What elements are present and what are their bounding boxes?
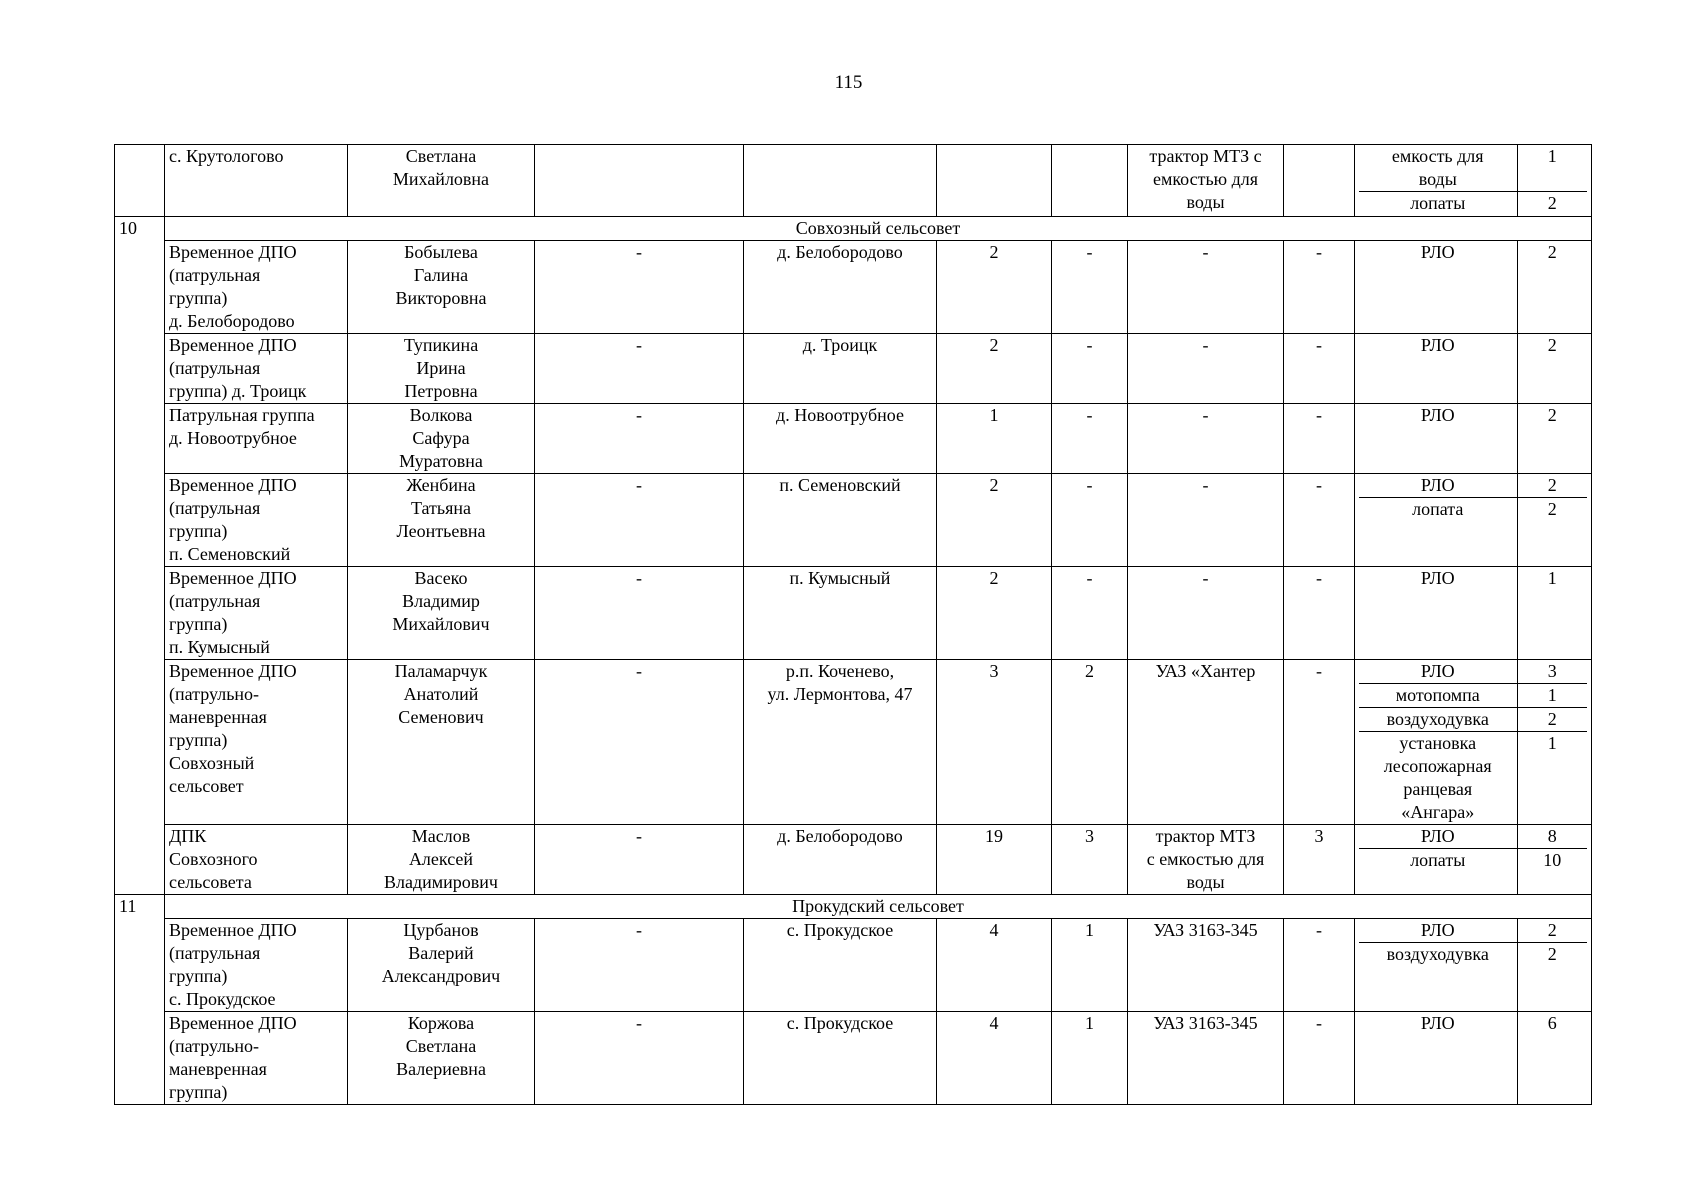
- equipment-qty: 2: [1517, 474, 1587, 498]
- head-line: Александрович: [381, 966, 501, 986]
- equipment-line: «Ангара»: [1401, 802, 1475, 822]
- equipment-name: [1359, 919, 1517, 943]
- equipment-name: [1359, 849, 1517, 895]
- equipment-item: [1359, 1012, 1587, 1104]
- head-cell: [348, 145, 535, 217]
- head-line: Татьяна: [410, 498, 472, 518]
- name-cell: [165, 241, 348, 334]
- equipment-line: ранцевая: [1403, 779, 1473, 799]
- vehicle-line: УАЗ «Хантер: [1155, 661, 1256, 681]
- name-cell: [165, 334, 348, 404]
- head-cell: [348, 334, 535, 404]
- vehicle-cell: [1128, 660, 1284, 825]
- row-number-cell: [115, 145, 165, 217]
- name-line: Совхозный: [169, 753, 255, 773]
- equipment-line: РЛО: [1420, 568, 1455, 588]
- name-line: группа): [169, 1082, 228, 1102]
- equipment-item: [1359, 660, 1587, 684]
- equipment-list: [1359, 474, 1587, 566]
- location-line: с. Прокудское: [786, 1013, 894, 1033]
- head-line: Алексей: [408, 849, 474, 869]
- equipment-item: [1359, 825, 1587, 849]
- head-line: Коржова: [407, 1013, 475, 1033]
- people-cell: 4: [937, 919, 1052, 1012]
- vehicle-cell: [1128, 145, 1284, 217]
- equipment-qty: 2: [1517, 404, 1587, 473]
- equipment-qty: 1: [1517, 732, 1587, 825]
- table-row: [115, 334, 1592, 404]
- people-cell: 2: [937, 474, 1052, 567]
- equipment-qty: 6: [1517, 1012, 1587, 1104]
- name-line: Патрульная группа: [169, 405, 315, 425]
- equipment-line: воздуходувка: [1386, 709, 1489, 729]
- equipment-qty: 3: [1517, 660, 1587, 684]
- equipment-line: РЛО: [1420, 335, 1455, 355]
- name-line: Временное ДПО: [169, 568, 297, 588]
- section-header-row: [115, 217, 1592, 241]
- name-line: Временное ДПО: [169, 242, 297, 262]
- head-line: Михайловна: [392, 169, 490, 189]
- equipment-list: [1359, 145, 1587, 216]
- equipment-cell: [1355, 567, 1592, 660]
- col3-cell: -: [535, 825, 744, 895]
- name-line: (патрульная: [169, 498, 261, 518]
- head-line: Цурбанов: [403, 920, 479, 940]
- equipment-cell: [1355, 145, 1592, 217]
- equipment-line: РЛО: [1420, 475, 1455, 495]
- head-cell: [348, 1012, 535, 1105]
- head-cell: [348, 241, 535, 334]
- vehicle-cell: [1128, 919, 1284, 1012]
- equipment-qty: 8: [1517, 825, 1587, 849]
- head-line: Михайлович: [392, 614, 490, 634]
- head-line: Семенович: [398, 707, 484, 727]
- equipment-cell: [1355, 474, 1592, 567]
- head-line: Васеко: [414, 568, 468, 588]
- head-line: Волкова: [409, 405, 473, 425]
- equipment-item: [1359, 404, 1587, 473]
- equipment-list: [1359, 919, 1587, 1011]
- name-line: маневренная: [169, 707, 267, 727]
- location-cell: [744, 241, 937, 334]
- equipment-qty: 2: [1517, 241, 1587, 333]
- vehicle-line: трактор МТЗ с: [1149, 146, 1262, 166]
- name-line: группа): [169, 288, 228, 308]
- head-line: Муратовна: [399, 451, 483, 471]
- name-line: ДПК: [169, 826, 207, 846]
- location-cell: [744, 825, 937, 895]
- equipment-list: [1359, 567, 1587, 659]
- head-line: Викторовна: [395, 288, 487, 308]
- vehicle-line: -: [1202, 475, 1209, 495]
- vehicle-line: воды: [1186, 192, 1225, 212]
- name-line: п. Кумысный: [169, 637, 270, 657]
- head-line: Светлана: [405, 146, 477, 166]
- head-line: Анатолий: [403, 684, 479, 704]
- name-line: д. Новоотрубное: [169, 428, 297, 448]
- name-line: п. Семеновский: [169, 544, 291, 564]
- vehicle-cell: [1128, 404, 1284, 474]
- location-cell: [744, 474, 937, 567]
- equipment-cell: [1355, 334, 1592, 404]
- equipment-name: [1359, 404, 1517, 473]
- name-line: Временное ДПО: [169, 920, 297, 940]
- vehicle-line: -: [1202, 405, 1209, 425]
- location-line: д. Новоотрубное: [776, 405, 904, 425]
- equipment-qty: 2: [1517, 498, 1587, 567]
- equipment-name: [1359, 192, 1517, 217]
- head-line: Петровна: [404, 381, 478, 401]
- head-line: Сафура: [412, 428, 470, 448]
- equipment-line: емкость для: [1391, 146, 1484, 166]
- units-cell: -: [1052, 334, 1128, 404]
- head-cell: [348, 919, 535, 1012]
- col3-cell: -: [535, 474, 744, 567]
- units-cell: -: [1052, 567, 1128, 660]
- table-row: [115, 241, 1592, 334]
- vehicle-cell: [1128, 334, 1284, 404]
- equipment-name: [1359, 1012, 1517, 1104]
- equipment-line: РЛО: [1420, 405, 1455, 425]
- name-cell: [165, 474, 348, 567]
- people-cell: 4: [937, 1012, 1052, 1105]
- vehicle-line: с емкостью для: [1146, 849, 1265, 869]
- head-line: Светлана: [405, 1036, 477, 1056]
- equipment-name: [1359, 732, 1517, 825]
- equipment-list: [1359, 404, 1587, 473]
- col3-cell: -: [535, 1012, 744, 1105]
- head-line: Тупикина: [403, 335, 479, 355]
- equipment-list: [1359, 334, 1587, 403]
- equipment-item: [1359, 498, 1587, 567]
- units-cell: 1: [1052, 919, 1128, 1012]
- name-cell: [165, 660, 348, 825]
- name-line: Временное ДПО: [169, 661, 297, 681]
- equipment-name: [1359, 825, 1517, 849]
- name-cell: с. Крутологово: [165, 145, 348, 217]
- head-line: Бобылева: [404, 242, 478, 262]
- equipment-qty: 1: [1517, 684, 1587, 708]
- name-line: (патрульно-: [169, 684, 260, 704]
- name-cell: [165, 404, 348, 474]
- equipment-item: [1359, 849, 1587, 895]
- equipment-name: [1359, 684, 1517, 708]
- vehicle-cell: [1128, 825, 1284, 895]
- name-line: (патрульно-: [169, 1036, 260, 1056]
- equipment-item: [1359, 334, 1587, 403]
- units-cell: 1: [1052, 1012, 1128, 1105]
- vehicle-line: -: [1202, 335, 1209, 355]
- col8-cell: [1284, 145, 1355, 217]
- units-cell: -: [1052, 474, 1128, 567]
- people-cell: [937, 145, 1052, 217]
- name-cell: [165, 1012, 348, 1105]
- forces-table: [114, 144, 1592, 1105]
- col8-cell: -: [1284, 919, 1355, 1012]
- location-line: ул. Лермонтова, 47: [767, 684, 913, 704]
- equipment-line: РЛО: [1420, 1013, 1455, 1033]
- equipment-cell: [1355, 660, 1592, 825]
- equipment-line: установка: [1399, 733, 1477, 753]
- head-cell: [348, 404, 535, 474]
- equipment-item: [1359, 192, 1587, 217]
- table-row: [115, 567, 1592, 660]
- equipment-name: [1359, 943, 1517, 1012]
- vehicle-line: емкостью для: [1152, 169, 1259, 189]
- name-cell: [165, 567, 348, 660]
- col3-cell: -: [535, 567, 744, 660]
- section-title: Совхозный сельсовет: [165, 217, 1592, 241]
- col8-cell: -: [1284, 1012, 1355, 1105]
- equipment-name: [1359, 145, 1517, 192]
- vehicle-line: -: [1202, 242, 1209, 262]
- col8-cell: -: [1284, 474, 1355, 567]
- equipment-qty: 2: [1517, 943, 1587, 1012]
- table-row: [115, 145, 1592, 217]
- section-number: 11: [115, 895, 165, 1105]
- name-line: (патрульная: [169, 591, 261, 611]
- col8-cell: 3: [1284, 825, 1355, 895]
- equipment-item: [1359, 684, 1587, 708]
- name-line: Временное ДПО: [169, 1013, 297, 1033]
- equipment-cell: [1355, 1012, 1592, 1105]
- equipment-cell: [1355, 825, 1592, 895]
- equipment-item: [1359, 145, 1587, 192]
- name-cell: [165, 825, 348, 895]
- name-line: Временное ДПО: [169, 475, 297, 495]
- section-title: Прокудский сельсовет: [165, 895, 1592, 919]
- equipment-line: воздуходувка: [1386, 944, 1489, 964]
- equipment-line: воды: [1418, 169, 1457, 189]
- col3-cell: -: [535, 334, 744, 404]
- location-line: д. Белобородово: [777, 242, 903, 262]
- equipment-name: [1359, 567, 1517, 659]
- equipment-list: [1359, 1012, 1587, 1104]
- table-row: [115, 919, 1592, 1012]
- col3-cell: -: [535, 241, 744, 334]
- name-cell: [165, 919, 348, 1012]
- head-line: Валериевна: [396, 1059, 486, 1079]
- head-cell: [348, 825, 535, 895]
- equipment-qty: 2: [1517, 334, 1587, 403]
- table-row: [115, 825, 1592, 895]
- location-cell: [744, 1012, 937, 1105]
- head-line: Галина: [413, 265, 469, 285]
- table-row: [115, 404, 1592, 474]
- equipment-cell: [1355, 919, 1592, 1012]
- equipment-line: лопата: [1412, 499, 1464, 519]
- equipment-qty: 1: [1517, 567, 1587, 659]
- people-cell: 2: [937, 567, 1052, 660]
- head-line: Владимирович: [384, 872, 498, 892]
- head-line: Паламарчук: [394, 661, 488, 681]
- col3-cell: -: [535, 404, 744, 474]
- equipment-item: [1359, 474, 1587, 498]
- equipment-line: РЛО: [1420, 242, 1455, 262]
- equipment-item: [1359, 919, 1587, 943]
- units-cell: 3: [1052, 825, 1128, 895]
- equipment-line: лопаты: [1410, 850, 1466, 870]
- head-cell: [348, 474, 535, 567]
- equipment-name: [1359, 498, 1517, 567]
- equipment-list: [1359, 825, 1587, 894]
- location-cell: [744, 334, 937, 404]
- name-line: д. Белобородово: [169, 311, 295, 331]
- head-cell: [348, 660, 535, 825]
- col3-cell: [535, 145, 744, 217]
- head-line: Валерий: [408, 943, 474, 963]
- equipment-line: РЛО: [1420, 826, 1455, 846]
- page-number: 115: [834, 72, 863, 93]
- location-line: п. Семеновский: [779, 475, 901, 495]
- vehicle-line: -: [1202, 568, 1209, 588]
- table-row: [115, 660, 1592, 825]
- equipment-item: [1359, 708, 1587, 732]
- equipment-line: РЛО: [1420, 920, 1455, 940]
- people-cell: 19: [937, 825, 1052, 895]
- equipment-line: лесопожарная: [1383, 756, 1492, 776]
- head-line: Женбина: [406, 475, 476, 495]
- name-line: группа): [169, 966, 228, 986]
- section-number: 10: [115, 217, 165, 895]
- location-line: д. Белобородово: [777, 826, 903, 846]
- units-cell: -: [1052, 404, 1128, 474]
- vehicle-line: трактор МТЗ: [1155, 826, 1256, 846]
- location-cell: [744, 660, 937, 825]
- equipment-name: [1359, 241, 1517, 333]
- units-cell: -: [1052, 241, 1128, 334]
- name-line: группа) д. Троицк: [169, 381, 307, 401]
- people-cell: 2: [937, 334, 1052, 404]
- equipment-qty: 2: [1517, 919, 1587, 943]
- equipment-item: [1359, 567, 1587, 659]
- location-line: р.п. Коченево,: [785, 661, 895, 681]
- col8-cell: -: [1284, 660, 1355, 825]
- equipment-line: РЛО: [1420, 661, 1455, 681]
- table-row: [115, 474, 1592, 567]
- equipment-list: [1359, 660, 1587, 824]
- col8-cell: -: [1284, 334, 1355, 404]
- col8-cell: -: [1284, 567, 1355, 660]
- head-line: Ирина: [416, 358, 466, 378]
- vehicle-line: УАЗ 3163-345: [1153, 1013, 1258, 1033]
- equipment-item: [1359, 943, 1587, 1012]
- equipment-name: [1359, 334, 1517, 403]
- vehicle-line: УАЗ 3163-345: [1153, 920, 1258, 940]
- equipment-item: [1359, 732, 1587, 825]
- people-cell: 2: [937, 241, 1052, 334]
- location-cell: [744, 567, 937, 660]
- head-line: Владимир: [402, 591, 480, 611]
- people-cell: 1: [937, 404, 1052, 474]
- equipment-line: лопаты: [1410, 193, 1466, 213]
- name-line: маневренная: [169, 1059, 267, 1079]
- name-line: сельсовет: [169, 776, 244, 796]
- location-line: д. Троицк: [802, 335, 878, 355]
- col8-cell: -: [1284, 241, 1355, 334]
- units-cell: 2: [1052, 660, 1128, 825]
- equipment-name: [1359, 708, 1517, 732]
- col3-cell: -: [535, 660, 744, 825]
- location-cell: [744, 919, 937, 1012]
- units-cell: [1052, 145, 1128, 217]
- head-cell: [348, 567, 535, 660]
- vehicle-cell: [1128, 1012, 1284, 1105]
- name-line: (патрульная: [169, 358, 261, 378]
- name-line: группа): [169, 730, 228, 750]
- equipment-list: [1359, 241, 1587, 333]
- equipment-qty: 10: [1517, 849, 1587, 895]
- head-line: Леонтьевна: [396, 521, 486, 541]
- name-line: (патрульная: [169, 265, 261, 285]
- vehicle-cell: [1128, 474, 1284, 567]
- table-body: [115, 145, 1592, 1105]
- table-row: [115, 1012, 1592, 1105]
- location-cell: [744, 404, 937, 474]
- equipment-line: мотопомпа: [1395, 685, 1480, 705]
- section-header-row: [115, 895, 1592, 919]
- vehicle-cell: [1128, 241, 1284, 334]
- name-line: с. Прокудское: [169, 989, 276, 1009]
- name-line: (патрульная: [169, 943, 261, 963]
- name-line: группа): [169, 521, 228, 541]
- location-line: п. Кумысный: [789, 568, 891, 588]
- equipment-qty: 2: [1517, 192, 1587, 217]
- people-cell: 3: [937, 660, 1052, 825]
- name-line: группа): [169, 614, 228, 634]
- head-line: Маслов: [411, 826, 471, 846]
- vehicle-cell: [1128, 567, 1284, 660]
- equipment-name: [1359, 660, 1517, 684]
- equipment-cell: [1355, 404, 1592, 474]
- vehicle-line: воды: [1186, 872, 1225, 892]
- location-cell: [744, 145, 937, 217]
- location-line: с. Прокудское: [786, 920, 894, 940]
- equipment-cell: [1355, 241, 1592, 334]
- equipment-qty: 1: [1517, 145, 1587, 192]
- name-line: Совхозного: [169, 849, 258, 869]
- name-line: Временное ДПО: [169, 335, 297, 355]
- equipment-qty: 2: [1517, 708, 1587, 732]
- equipment-name: [1359, 474, 1517, 498]
- equipment-item: [1359, 241, 1587, 333]
- col3-cell: -: [535, 919, 744, 1012]
- name-line: сельсовета: [169, 872, 252, 892]
- col8-cell: -: [1284, 404, 1355, 474]
